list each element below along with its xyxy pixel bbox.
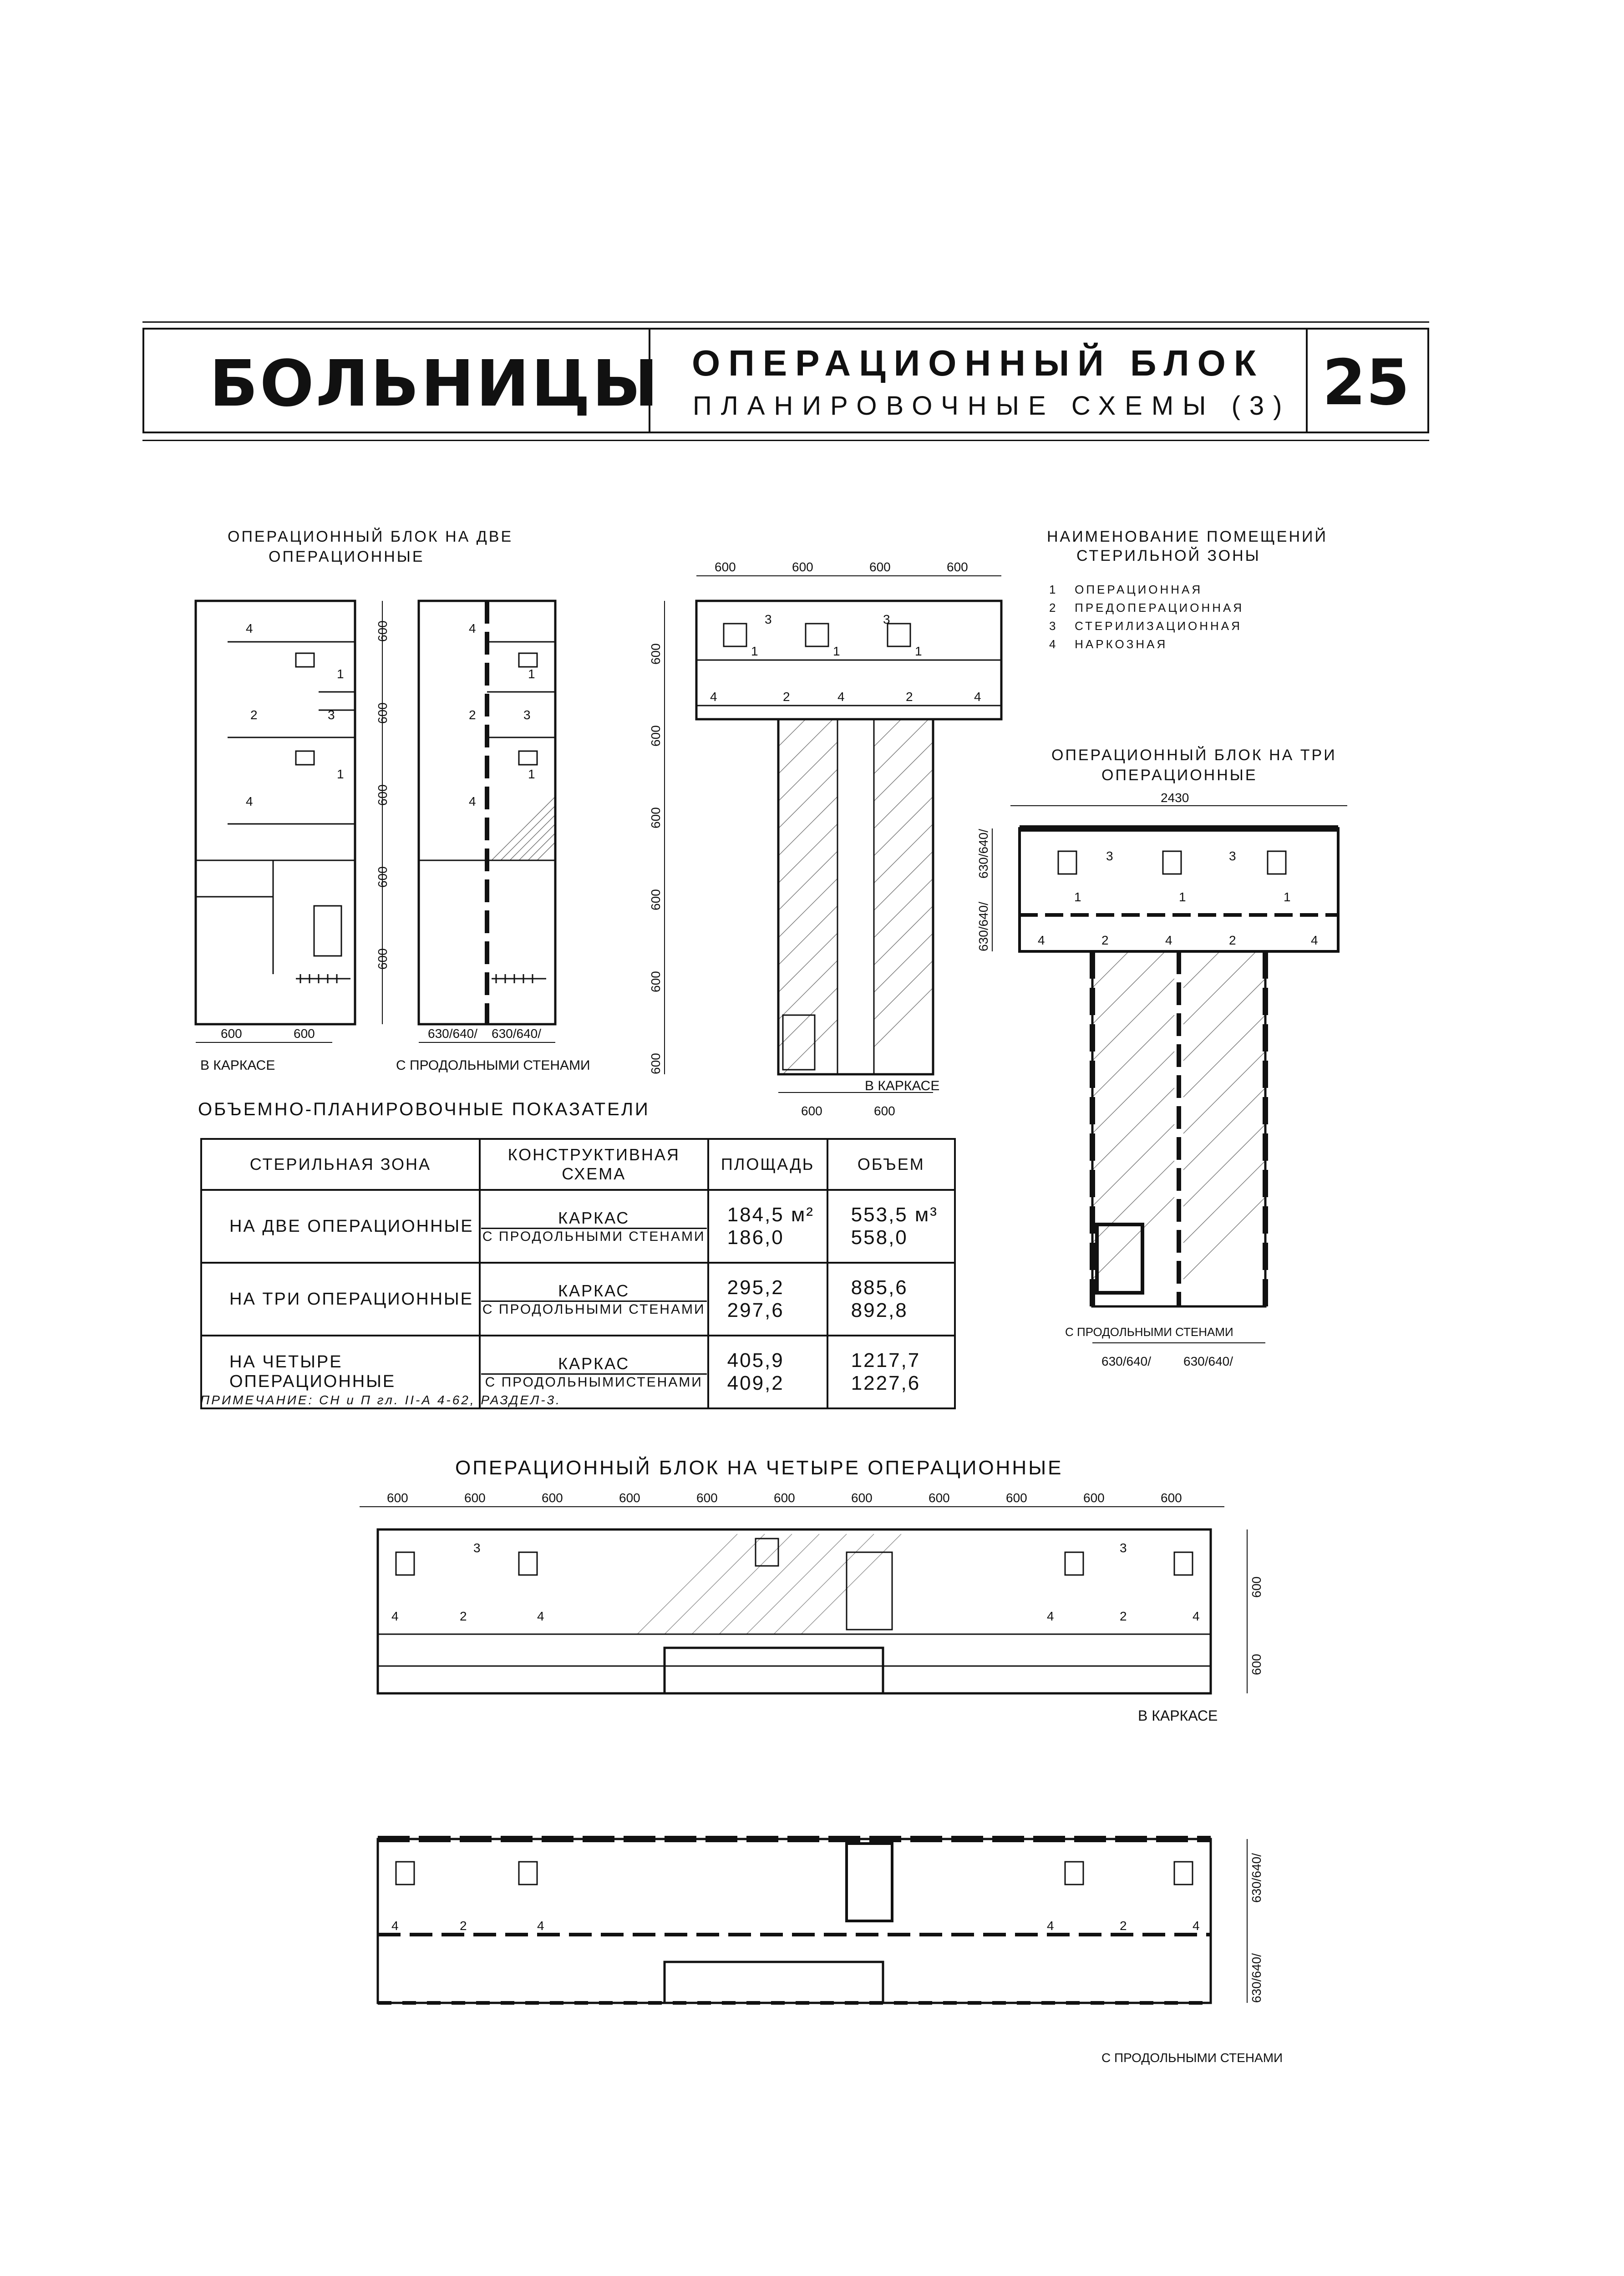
dim-label: 600 bbox=[1083, 1491, 1105, 1505]
room-label: 1 bbox=[337, 767, 344, 781]
table-header-row bbox=[201, 1139, 955, 1190]
two-op-title: ОПЕРАЦИОННЫЙ БЛОК НА ДВЕ bbox=[228, 528, 513, 545]
legend-item: 1 ОПЕРАЦИОННАЯ bbox=[1049, 583, 1203, 596]
dim-label: 600 bbox=[221, 1026, 242, 1041]
dim-label: 600 bbox=[387, 1491, 408, 1505]
dim-label: 600 bbox=[774, 1491, 795, 1505]
t-block-caption: В КАРКАСЕ bbox=[865, 1078, 940, 1093]
room-label: 2 bbox=[1120, 1919, 1127, 1933]
three-op-caption: С ПРОДОЛЬНЫМИ СТЕНАМИ bbox=[1065, 1325, 1233, 1339]
dim-label: 600 bbox=[649, 971, 663, 992]
dim-label: 630/640/ bbox=[1249, 1853, 1264, 1903]
four-op-caption-walls: С ПРОДОЛЬНЫМИ СТЕНАМИ bbox=[1101, 2051, 1283, 2065]
dim-label: 600 bbox=[464, 1491, 486, 1505]
legend-item: 4 НАРКОЗНАЯ bbox=[1049, 637, 1168, 651]
room-label: 4 bbox=[1165, 933, 1172, 947]
room-label: 3 bbox=[473, 1541, 481, 1555]
dim-label: 600 bbox=[649, 1053, 663, 1074]
dim-label: 600 bbox=[696, 1491, 718, 1505]
scheme-cell: КАРКАС С ПРОДОЛЬНЫМИ СТЕНАМИ bbox=[480, 1263, 708, 1336]
table-row bbox=[201, 1263, 955, 1336]
room-label: 4 bbox=[974, 690, 981, 704]
section-title: БОЛЬНИЦЫ bbox=[209, 347, 660, 421]
dim-label: 600 bbox=[1006, 1491, 1027, 1505]
room-label: 4 bbox=[1047, 1919, 1054, 1933]
room-label: 4 bbox=[246, 621, 253, 635]
dim-label: 630/640/ bbox=[1183, 1354, 1233, 1368]
table-row bbox=[201, 1190, 955, 1263]
room-label: 4 bbox=[1038, 933, 1045, 947]
area-cell: 295,2 297,6 bbox=[708, 1263, 827, 1336]
room-label: 1 bbox=[337, 667, 344, 681]
dim-label: 600 bbox=[294, 1026, 315, 1041]
room-label: 4 bbox=[246, 794, 253, 808]
room-label: 2 bbox=[460, 1919, 467, 1933]
room-label: 4 bbox=[1311, 933, 1318, 947]
dim-label: 600 bbox=[376, 620, 390, 642]
four-op-plans bbox=[319, 1484, 1365, 2103]
dim-label: 600 bbox=[869, 560, 891, 574]
indicators-title: ОБЪЕМНО-ПЛАНИРОВОЧНЫЕ ПОКАЗАТЕЛИ bbox=[198, 1099, 650, 1119]
room-label: 2 bbox=[460, 1609, 467, 1623]
legend-item: 3 СТЕРИЛИЗАЦИОННАЯ bbox=[1049, 619, 1242, 633]
header-top-rule bbox=[142, 321, 1429, 323]
three-op-title: ОПЕРАЦИОННЫЙ БЛОК НА ТРИ bbox=[1051, 747, 1337, 764]
zone-cell: НА ДВЕ ОПЕРАЦИОННЫЕ bbox=[201, 1190, 480, 1263]
room-label: 4 bbox=[391, 1609, 399, 1623]
dim-label: 600 bbox=[649, 725, 663, 747]
volume-cell: 1217,7 1227,6 bbox=[827, 1336, 955, 1408]
room-label: 4 bbox=[469, 621, 476, 635]
room-label: 1 bbox=[751, 644, 758, 658]
room-label: 1 bbox=[528, 767, 535, 781]
area-cell: 405,9 409,2 bbox=[708, 1336, 827, 1408]
dim-label: 630/640/ bbox=[492, 1026, 541, 1041]
legend-title: НАИМЕНОВАНИЕ ПОМЕЩЕНИЙ bbox=[1047, 528, 1328, 545]
room-label: 2 bbox=[1120, 1609, 1127, 1623]
dim-label: 2430 bbox=[1161, 791, 1189, 805]
room-label: 3 bbox=[1229, 849, 1236, 863]
page-subtitle: ПЛАНИРОВОЧНЫЕ СХЕМЫ (3) bbox=[693, 391, 1291, 421]
room-label: 4 bbox=[469, 794, 476, 808]
page-title: ОПЕРАЦИОННЫЙ БЛОК bbox=[692, 343, 1264, 383]
legend-list bbox=[1049, 580, 1244, 653]
room-label: 2 bbox=[1229, 933, 1236, 947]
dim-label: 600 bbox=[929, 1491, 950, 1505]
three-op-plan bbox=[974, 787, 1384, 1393]
dim-label: 600 bbox=[1161, 1491, 1182, 1505]
room-label: 4 bbox=[391, 1919, 399, 1933]
room-label: 2 bbox=[906, 690, 913, 704]
page-number: 25 bbox=[1322, 346, 1410, 419]
volume-cell: 553,5 м³ 558,0 bbox=[827, 1190, 955, 1263]
scheme-cell: КАРКАС С ПРОДОЛЬНЫМИСТЕНАМИ bbox=[480, 1336, 708, 1408]
dim-label: 630/640/ bbox=[428, 1026, 477, 1041]
room-label: 4 bbox=[1047, 1609, 1054, 1623]
dim-label: 630/640/ bbox=[976, 829, 990, 879]
dim-label: 600 bbox=[649, 643, 663, 665]
room-label: 2 bbox=[783, 690, 790, 704]
dim-label: 600 bbox=[376, 948, 390, 970]
legend-title-2: СТЕРИЛЬНОЙ ЗОНЫ bbox=[1076, 547, 1261, 564]
dim-label: 600 bbox=[792, 560, 813, 574]
column-header: СТЕРИЛЬНАЯ ЗОНА bbox=[201, 1139, 480, 1190]
dim-label: 630/640/ bbox=[976, 902, 990, 951]
dim-label: 600 bbox=[542, 1491, 563, 1505]
room-label: 1 bbox=[528, 667, 535, 681]
dim-label: 600 bbox=[649, 889, 663, 910]
two-op-caption-frame: В КАРКАСЕ bbox=[200, 1058, 275, 1073]
two-op-frame-outline bbox=[196, 601, 355, 1024]
header-bottom-rule bbox=[142, 440, 1429, 441]
dim-label: 600 bbox=[376, 784, 390, 806]
room-label: 4 bbox=[837, 690, 845, 704]
three-op-title-2: ОПЕРАЦИОННЫЕ bbox=[1101, 767, 1258, 784]
dim-label: 600 bbox=[851, 1491, 873, 1505]
room-label: 2 bbox=[469, 708, 476, 722]
room-label: 2 bbox=[250, 708, 258, 722]
dim-label: 600 bbox=[376, 702, 390, 724]
room-label: 3 bbox=[328, 708, 335, 722]
room-label: 4 bbox=[1193, 1609, 1200, 1623]
two-op-plans bbox=[182, 587, 637, 1088]
room-label: 3 bbox=[883, 612, 890, 626]
volume-cell: 885,6 892,8 bbox=[827, 1263, 955, 1336]
room-label: 3 bbox=[1120, 1541, 1127, 1555]
dim-label: 600 bbox=[874, 1104, 895, 1118]
dim-label: 600 bbox=[947, 560, 968, 574]
dim-label: 600 bbox=[801, 1104, 822, 1118]
two-op-title-2: ОПЕРАЦИОННЫЕ bbox=[269, 548, 425, 565]
four-op-title: ОПЕРАЦИОННЫЙ БЛОК НА ЧЕТЫРЕ ОПЕРАЦИОННЫЕ bbox=[455, 1457, 1063, 1479]
room-label: 3 bbox=[523, 708, 531, 722]
dim-label: 630/640/ bbox=[1249, 1953, 1264, 2003]
room-label: 1 bbox=[1284, 890, 1291, 904]
two-op-caption-walls: С ПРОДОЛЬНЫМИ СТЕНАМИ bbox=[396, 1058, 590, 1073]
room-label: 4 bbox=[537, 1609, 544, 1623]
room-label: 1 bbox=[1074, 890, 1081, 904]
area-cell: 184,5 м² 186,0 bbox=[708, 1190, 827, 1263]
room-label: 4 bbox=[537, 1919, 544, 1933]
column-header: ОБЪЕМ bbox=[827, 1139, 955, 1190]
room-label: 1 bbox=[1179, 890, 1186, 904]
zone-cell: НА ЧЕТЫРЕ ОПЕРАЦИОННЫЕ bbox=[201, 1336, 480, 1408]
zone-cell: НА ТРИ ОПЕРАЦИОННЫЕ bbox=[201, 1263, 480, 1336]
four-op-caption-frame: В КАРКАСЕ bbox=[1138, 1707, 1218, 1724]
room-label: 4 bbox=[710, 690, 717, 704]
room-label: 1 bbox=[915, 644, 922, 658]
dim-label: 600 bbox=[1249, 1576, 1264, 1598]
room-label: 2 bbox=[1101, 933, 1109, 947]
scheme-cell: КАРКАС С ПРОДОЛЬНЫМИ СТЕНАМИ bbox=[480, 1190, 708, 1263]
room-label: 3 bbox=[1106, 849, 1113, 863]
dim-label: 630/640/ bbox=[1101, 1354, 1151, 1368]
table-note: ПРИМЕЧАНИЕ: СН и П гл. II-А 4-62, РАЗДЕЛ-3. bbox=[200, 1393, 561, 1407]
room-label: 3 bbox=[765, 612, 772, 626]
room-label: 1 bbox=[833, 644, 840, 658]
dim-label: 600 bbox=[715, 560, 736, 574]
dim-label: 600 bbox=[649, 807, 663, 828]
dim-label: 600 bbox=[376, 866, 390, 888]
dim-label: 600 bbox=[1249, 1654, 1264, 1675]
column-header: ПЛОЩАДЬ bbox=[708, 1139, 827, 1190]
dim-label: 600 bbox=[619, 1491, 640, 1505]
column-header: КОНСТРУКТИВНАЯ СХЕМА bbox=[480, 1139, 708, 1190]
room-label: 4 bbox=[1193, 1919, 1200, 1933]
header-divider bbox=[1306, 330, 1308, 432]
legend-item: 2 ПРЕДОПЕРАЦИОННАЯ bbox=[1049, 601, 1244, 615]
indicators-table bbox=[200, 1138, 956, 1409]
